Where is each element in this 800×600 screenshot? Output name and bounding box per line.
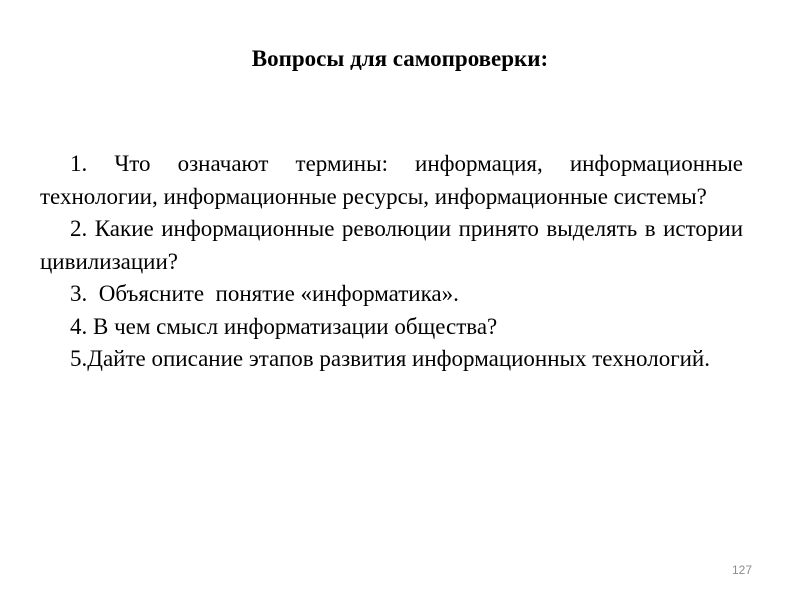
questions-list	[40, 148, 743, 376]
question-item: 4. В чем смысл информатизации общества?	[70, 313, 498, 339]
question-item: 5.Дайте описание этапов развития информационных технологий.	[70, 346, 710, 371]
page-number: 127	[731, 563, 752, 577]
question-item: 1. Что означают термины: информация, информационные технологии, информационные ресурсы, информационные системы?	[40, 151, 743, 209]
slide-title: Вопросы для самопроверки:	[251, 46, 549, 71]
question-item: 2. Какие информационные революции принято выделять в истории цивилизации?	[40, 216, 743, 274]
question-item: 3. Объясните понятие «информатика».	[70, 281, 459, 306]
